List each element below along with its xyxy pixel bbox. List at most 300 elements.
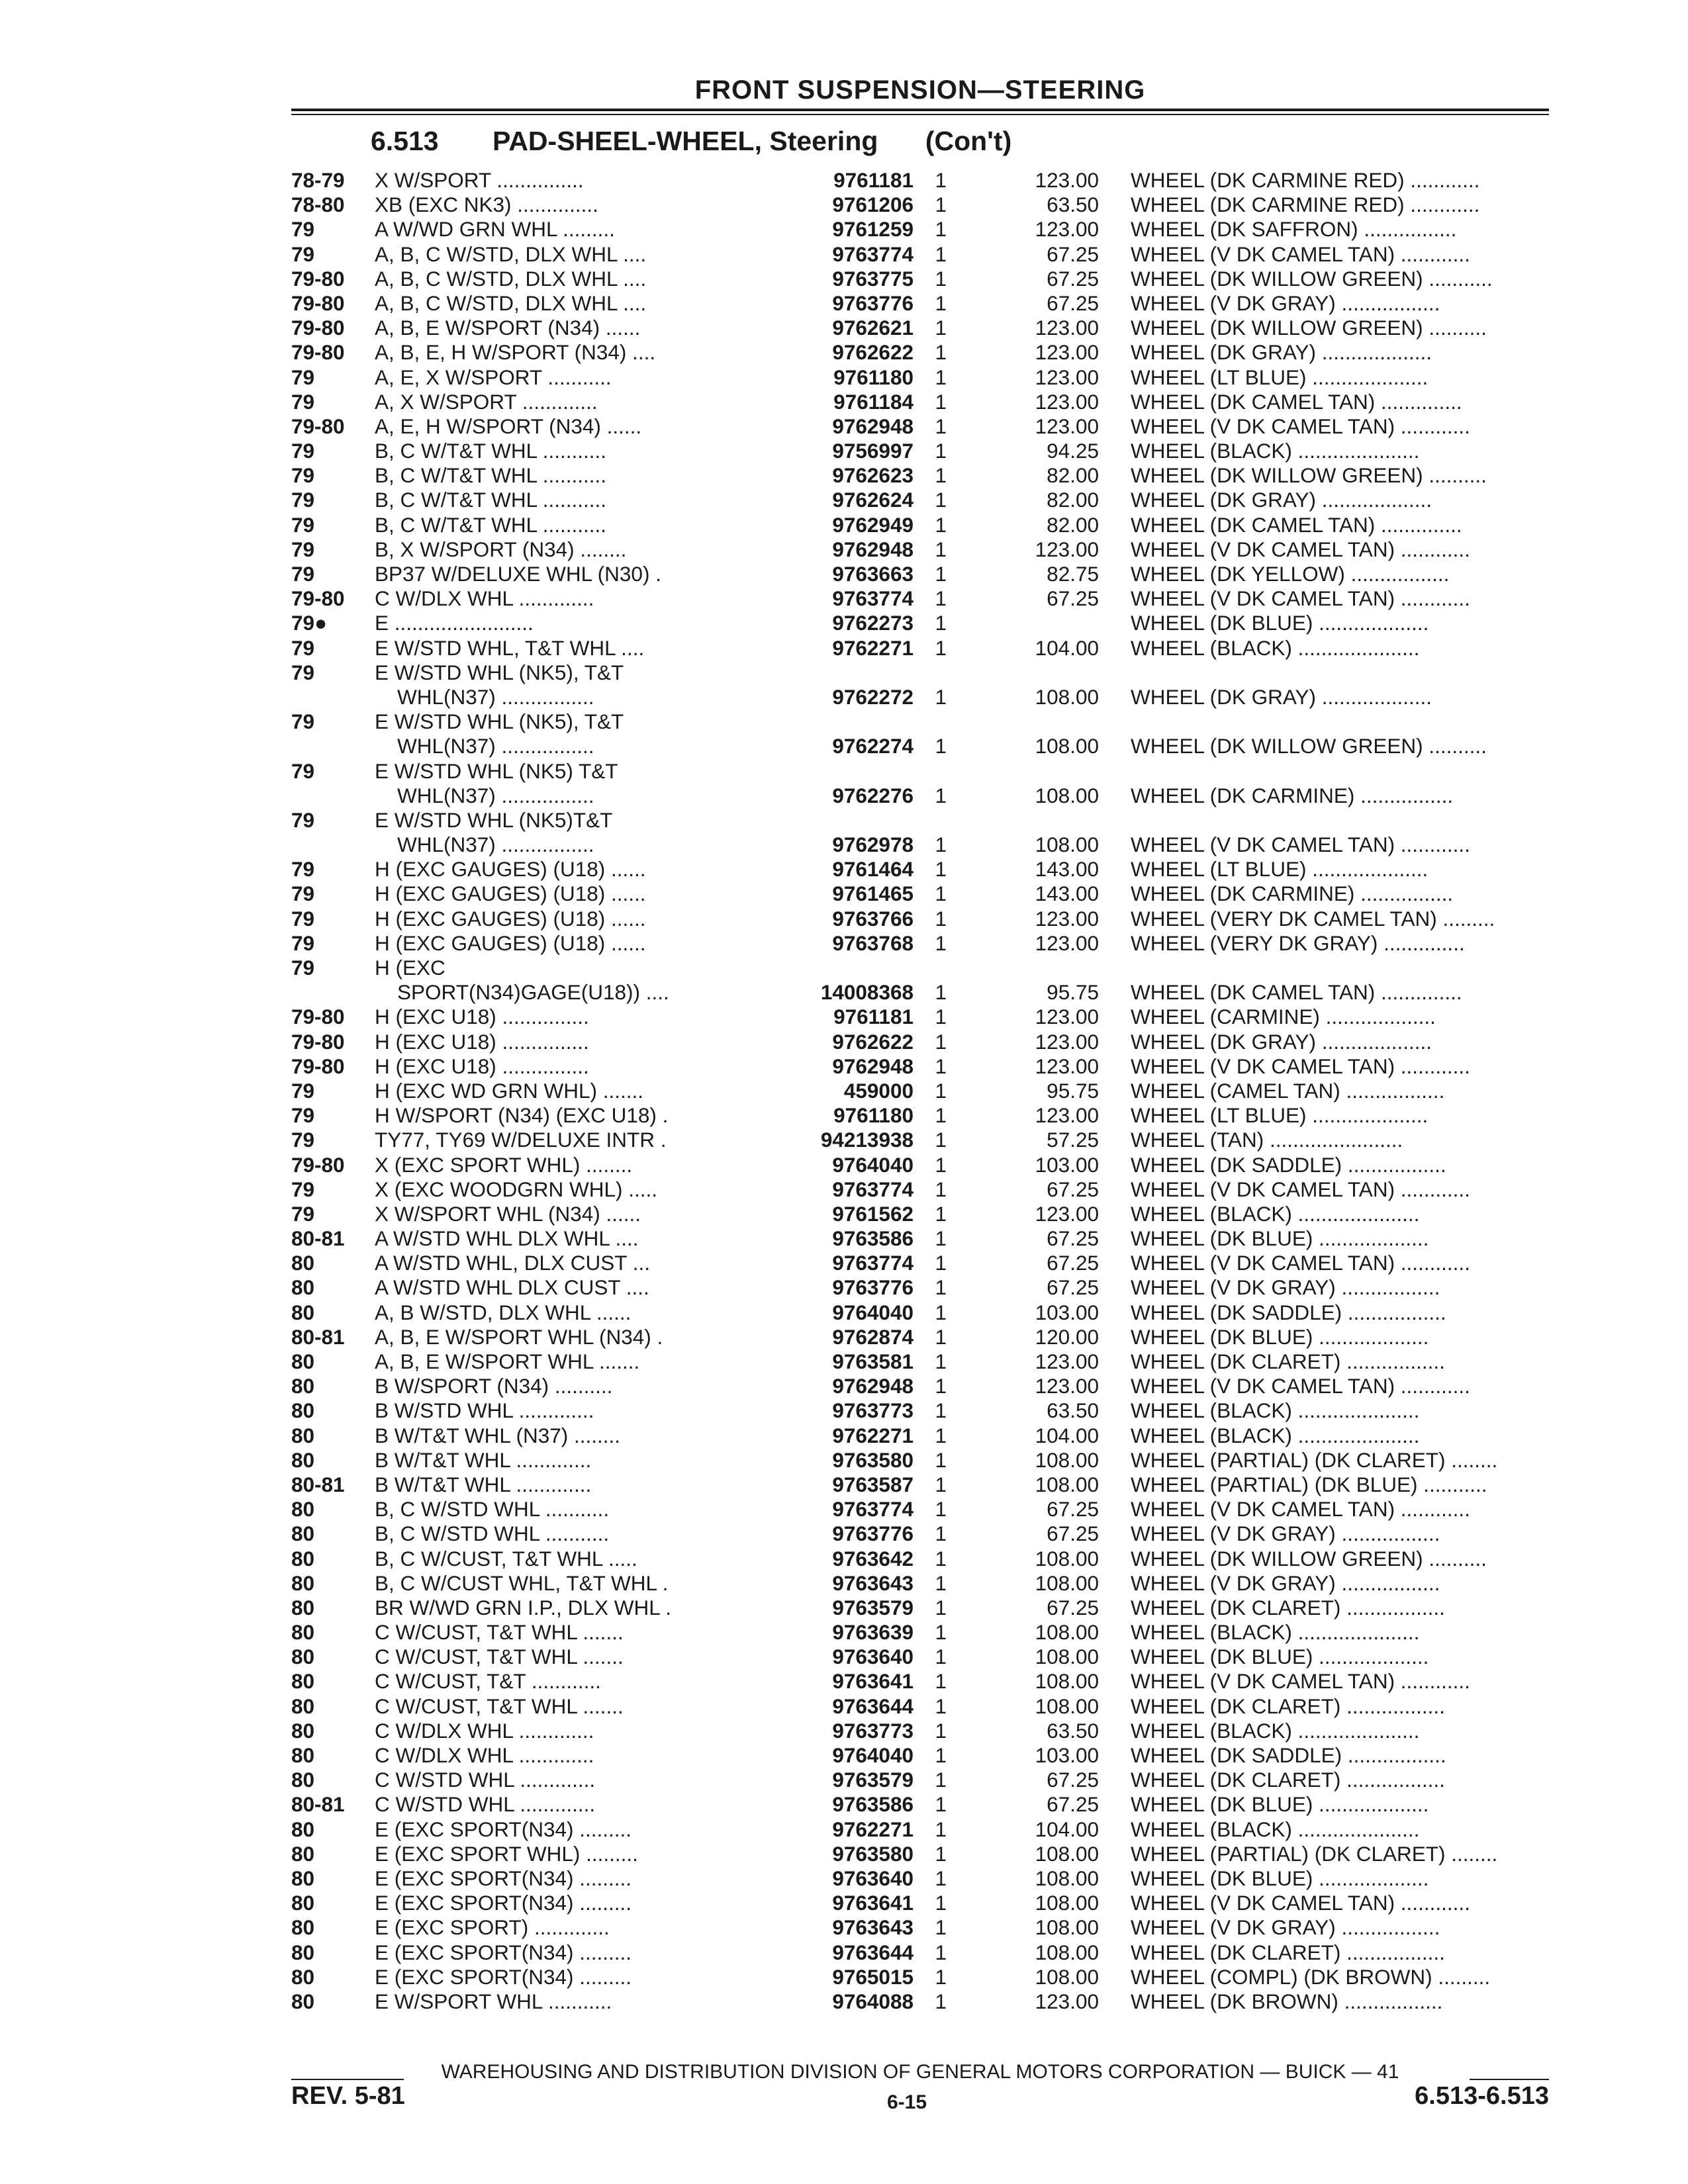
part-number: 9761465 xyxy=(832,882,914,906)
table-row xyxy=(291,1079,1549,1103)
model-description: H (EXC WD GRN WHL) ....... xyxy=(375,1078,643,1103)
quantity: 1 xyxy=(935,217,947,242)
part-description: WHEEL (DK GRAY) ................... xyxy=(1131,684,1432,709)
quantity: 1 xyxy=(935,1915,947,1940)
table-row xyxy=(291,1202,1549,1226)
quantity: 1 xyxy=(935,1866,947,1890)
price: 123.00 xyxy=(1035,1054,1099,1078)
part-number: 9762948 xyxy=(832,1374,914,1398)
price: 57.25 xyxy=(1047,1128,1099,1152)
price: 108.00 xyxy=(1035,1669,1099,1694)
part-number: 9762274 xyxy=(832,734,914,758)
part-number: 9761562 xyxy=(832,1201,914,1226)
table-row xyxy=(291,1817,1549,1842)
part-number: 9762948 xyxy=(832,1054,914,1078)
part-number: 9763644 xyxy=(832,1940,914,1964)
price: 104.00 xyxy=(1035,635,1099,660)
table-row xyxy=(291,488,1549,512)
part-number: 9762978 xyxy=(832,833,914,857)
model-description: BR W/WD GRN I.P., DLX WHL . xyxy=(375,1595,672,1619)
price: 63.50 xyxy=(1047,1718,1099,1743)
footer-division-line xyxy=(291,2061,1549,2087)
table-row xyxy=(291,242,1549,267)
table-row xyxy=(291,463,1549,488)
model-description: WHL(N37) ................ xyxy=(397,783,594,807)
table-row xyxy=(291,1989,1549,2014)
model-description: H (EXC GAUGES) (U18) ...... xyxy=(375,931,646,955)
model-description: WHL(N37) ................ xyxy=(397,684,594,709)
model-year: 79-80 xyxy=(291,266,345,291)
quantity: 1 xyxy=(935,291,947,315)
model-description: H (EXC GAUGES) (U18) ...... xyxy=(375,906,646,931)
model-year: 80 xyxy=(291,1398,315,1423)
price: 82.00 xyxy=(1047,488,1099,512)
model-year: 79-80 xyxy=(291,1152,345,1177)
model-description: C W/CUST, T&T ............ xyxy=(375,1669,601,1694)
quantity: 1 xyxy=(935,365,947,389)
table-row xyxy=(291,1669,1549,1694)
model-description: B W/T&T WHL (N37) ........ xyxy=(375,1423,621,1447)
price: 108.00 xyxy=(1035,1964,1099,1989)
part-number: 9763643 xyxy=(832,1570,914,1595)
table-row xyxy=(291,1275,1549,1300)
model-year: 79 xyxy=(291,906,315,931)
table-row xyxy=(291,1398,1549,1423)
model-description: E ........................ xyxy=(375,611,534,635)
table-row xyxy=(291,956,1549,980)
model-year: 79 xyxy=(291,242,315,266)
table-row xyxy=(291,1719,1549,1743)
quantity: 1 xyxy=(935,833,947,857)
table-row xyxy=(291,1694,1549,1719)
model-description: B, C W/T&T WHL ........... xyxy=(375,512,607,537)
quantity: 1 xyxy=(935,684,947,709)
table-row xyxy=(291,1596,1549,1620)
table-row xyxy=(291,759,1549,784)
part-number: 9763641 xyxy=(832,1891,914,1915)
part-description: WHEEL (V DK CAMEL TAN) ............ xyxy=(1131,586,1470,611)
price: 123.00 xyxy=(1035,1349,1099,1373)
model-year: 79 xyxy=(291,660,315,684)
section-continued: (Con't) xyxy=(925,126,1012,156)
table-row xyxy=(291,931,1549,956)
price: 123.00 xyxy=(1035,168,1099,192)
part-description: WHEEL (DK CAMEL TAN) .............. xyxy=(1131,512,1462,537)
table-row xyxy=(291,980,1549,1005)
model-year: 80 xyxy=(291,1989,315,2013)
price: 67.25 xyxy=(1047,1251,1099,1275)
table-row xyxy=(291,562,1549,586)
part-number: 9763642 xyxy=(832,1546,914,1570)
quantity: 1 xyxy=(935,1103,947,1128)
model-description: TY77, TY69 W/DELUXE INTR . xyxy=(375,1128,667,1152)
price: 94.25 xyxy=(1047,439,1099,463)
model-year: 80 xyxy=(291,1669,315,1694)
part-number: 9763774 xyxy=(832,1177,914,1201)
part-description: WHEEL (BLACK) ..................... xyxy=(1131,1201,1420,1226)
model-description: B, X W/SPORT (N34) ........ xyxy=(375,537,627,561)
table-row xyxy=(291,1891,1549,1915)
part-number: 9762949 xyxy=(832,512,914,537)
model-description: X (EXC SPORT WHL) ........ xyxy=(375,1152,633,1177)
part-number: 9762271 xyxy=(832,635,914,660)
model-year: 79 xyxy=(291,217,315,242)
model-description: X (EXC WOODGRN WHL) ..... xyxy=(375,1177,658,1201)
part-description: WHEEL (V DK GRAY) ................. xyxy=(1131,1915,1440,1940)
model-year: 79 xyxy=(291,882,315,906)
price: 104.00 xyxy=(1035,1817,1099,1841)
quantity: 1 xyxy=(935,1964,947,1989)
model-year: 80 xyxy=(291,1595,315,1619)
price: 108.00 xyxy=(1035,1472,1099,1496)
model-year: 80 xyxy=(291,1768,315,1792)
part-description: WHEEL (BLACK) ..................... xyxy=(1131,635,1420,660)
price: 123.00 xyxy=(1035,906,1099,931)
part-description: WHEEL (DK BLUE) ................... xyxy=(1131,1866,1429,1890)
model-description: A W/STD WHL DLX WHL .... xyxy=(375,1226,639,1251)
table-row xyxy=(291,1030,1549,1054)
price: 104.00 xyxy=(1035,1423,1099,1447)
price: 108.00 xyxy=(1035,1841,1099,1866)
model-year: 79 xyxy=(291,1177,315,1201)
part-number: 9756997 xyxy=(832,439,914,463)
table-row xyxy=(291,1571,1549,1596)
price: 108.00 xyxy=(1035,1915,1099,1940)
parts-list xyxy=(291,168,1549,2014)
table-row xyxy=(291,1448,1549,1473)
part-number: 9763643 xyxy=(832,1915,914,1940)
table-row xyxy=(291,1054,1549,1079)
part-number: 9763776 xyxy=(832,1275,914,1300)
model-year: 80 xyxy=(291,1570,315,1595)
model-description: E (EXC SPORT) ............. xyxy=(375,1915,610,1940)
model-description: A, B, C W/STD, DLX WHL .... xyxy=(375,291,647,315)
model-year: 80 xyxy=(291,1620,315,1645)
model-description: E (EXC SPORT(N34) ......... xyxy=(375,1817,632,1841)
part-description: WHEEL (DK CARMINE RED) ............ xyxy=(1131,193,1480,217)
quantity: 1 xyxy=(935,1128,947,1152)
table-row xyxy=(291,1153,1549,1177)
quantity: 1 xyxy=(935,512,947,537)
quantity: 1 xyxy=(935,1669,947,1694)
quantity: 1 xyxy=(935,316,947,340)
model-year: 79 xyxy=(291,537,315,561)
model-description: H (EXC GAUGES) (U18) ...... xyxy=(375,882,646,906)
quantity: 1 xyxy=(935,439,947,463)
model-description: E W/STD WHL (NK5), T&T xyxy=(375,660,624,684)
model-description: X W/SPORT ............... xyxy=(375,168,584,192)
section-heading xyxy=(371,126,1011,163)
model-description: A, B, E W/SPORT WHL ....... xyxy=(375,1349,640,1373)
part-description: WHEEL (DK SADDLE) ................. xyxy=(1131,1152,1446,1177)
quantity: 1 xyxy=(935,168,947,192)
part-description: WHEEL (DK YELLOW) ................. xyxy=(1131,562,1450,586)
model-year: 79-80 xyxy=(291,1029,345,1054)
model-description: A, B W/STD, DLX WHL ...... xyxy=(375,1300,632,1324)
part-description: WHEEL (DK SADDLE) ................. xyxy=(1131,1300,1446,1324)
part-number: 9763663 xyxy=(832,562,914,586)
price: 108.00 xyxy=(1035,1546,1099,1570)
part-number: 9761180 xyxy=(833,365,914,389)
footer-section-range: 6.513-6.513 xyxy=(1415,2082,1549,2110)
part-number: 9763639 xyxy=(832,1620,914,1645)
model-description: C W/STD WHL ............. xyxy=(375,1768,596,1792)
quantity: 1 xyxy=(935,611,947,635)
table-row xyxy=(291,316,1549,340)
model-year: 80-81 xyxy=(291,1226,345,1251)
model-year: 79● xyxy=(291,611,328,635)
footer-page-number: 6-15 xyxy=(887,2091,927,2113)
part-number: 9763774 xyxy=(832,1251,914,1275)
price: 95.75 xyxy=(1047,1078,1099,1103)
model-description: A W/STD WHL DLX CUST .... xyxy=(375,1275,649,1300)
price: 123.00 xyxy=(1035,414,1099,438)
part-description: WHEEL (DK BLUE) ................... xyxy=(1131,1645,1429,1669)
part-number: 9762948 xyxy=(832,414,914,438)
model-description: B W/SPORT (N34) .......... xyxy=(375,1374,613,1398)
table-row xyxy=(291,1325,1549,1349)
model-description: SPORT(N34)GAGE(U18)) .... xyxy=(397,980,669,1005)
price: 123.00 xyxy=(1035,1103,1099,1128)
price: 123.00 xyxy=(1035,931,1099,955)
model-description: B, C W/STD WHL ........... xyxy=(375,1522,610,1546)
model-year: 78-80 xyxy=(291,193,345,217)
quantity: 1 xyxy=(935,1645,947,1669)
part-description: WHEEL (CARMINE) ................... xyxy=(1131,1005,1436,1029)
quantity: 1 xyxy=(935,1054,947,1078)
part-number: 9761180 xyxy=(833,1103,914,1128)
part-number: 9763775 xyxy=(832,266,914,291)
part-description: WHEEL (DK GRAY) ................... xyxy=(1131,1029,1432,1054)
price: 67.25 xyxy=(1047,1768,1099,1792)
table-row xyxy=(291,1547,1549,1571)
table-row xyxy=(291,1866,1549,1891)
model-year: 80 xyxy=(291,1349,315,1373)
model-description: E W/STD WHL (NK5), T&T xyxy=(375,709,624,734)
model-description: H W/SPORT (N34) (EXC U18) . xyxy=(375,1103,669,1128)
part-number: 9765015 xyxy=(832,1964,914,1989)
quantity: 1 xyxy=(935,1029,947,1054)
table-row xyxy=(291,808,1549,833)
part-number: 9763640 xyxy=(832,1645,914,1669)
part-description: WHEEL (DK CARMINE) ................ xyxy=(1131,882,1454,906)
model-year: 79 xyxy=(291,562,315,586)
price: 108.00 xyxy=(1035,1570,1099,1595)
part-description: WHEEL (VERY DK GRAY) .............. xyxy=(1131,931,1465,955)
part-number: 9761464 xyxy=(832,857,914,882)
price: 123.00 xyxy=(1035,1201,1099,1226)
price: 123.00 xyxy=(1035,1005,1099,1029)
part-number: 9763644 xyxy=(832,1694,914,1718)
price: 123.00 xyxy=(1035,537,1099,561)
model-year: 79 xyxy=(291,709,315,734)
model-description: E W/SPORT WHL ........... xyxy=(375,1989,612,2013)
part-description: WHEEL (V DK GRAY) ................. xyxy=(1131,1275,1440,1300)
price: 108.00 xyxy=(1035,1866,1099,1890)
price: 123.00 xyxy=(1035,340,1099,365)
part-description: WHEEL (V DK CAMEL TAN) ............ xyxy=(1131,1374,1470,1398)
model-year: 80 xyxy=(291,1964,315,1989)
quantity: 1 xyxy=(935,1398,947,1423)
quantity: 1 xyxy=(935,488,947,512)
part-number: 9763581 xyxy=(832,1349,914,1373)
part-description: WHEEL (LT BLUE) .................... xyxy=(1131,857,1429,882)
table-row xyxy=(291,1473,1549,1497)
price: 123.00 xyxy=(1035,316,1099,340)
quantity: 1 xyxy=(935,266,947,291)
quantity: 1 xyxy=(935,193,947,217)
price: 67.25 xyxy=(1047,242,1099,266)
part-number: 9764040 xyxy=(832,1300,914,1324)
part-description: WHEEL (DK CLARET) ................. xyxy=(1131,1349,1445,1373)
quantity: 1 xyxy=(935,414,947,438)
part-number: 9762874 xyxy=(832,1324,914,1349)
price: 63.50 xyxy=(1047,1398,1099,1423)
model-description: B W/T&T WHL ............. xyxy=(375,1447,592,1472)
table-row xyxy=(291,291,1549,316)
table-row xyxy=(291,1842,1549,1866)
model-description: B, C W/T&T WHL ........... xyxy=(375,439,607,463)
quantity: 1 xyxy=(935,1743,947,1767)
model-description: XB (EXC NK3) .............. xyxy=(375,193,598,217)
quantity: 1 xyxy=(935,1497,947,1522)
quantity: 1 xyxy=(935,1005,947,1029)
quantity: 1 xyxy=(935,1152,947,1177)
part-description: WHEEL (V DK GRAY) ................. xyxy=(1131,291,1440,315)
part-description: WHEEL (V DK CAMEL TAN) ............ xyxy=(1131,1891,1470,1915)
part-number: 9763587 xyxy=(832,1472,914,1496)
part-number: 9763774 xyxy=(832,586,914,611)
table-row xyxy=(291,882,1549,906)
part-number: 9762273 xyxy=(832,611,914,635)
model-description: C W/CUST, T&T WHL ....... xyxy=(375,1620,624,1645)
model-year: 79 xyxy=(291,389,315,414)
part-description: WHEEL (DK BROWN) ................. xyxy=(1131,1989,1443,2013)
model-description: E (EXC SPORT(N34) ......... xyxy=(375,1964,632,1989)
quantity: 1 xyxy=(935,1522,947,1546)
model-year: 80 xyxy=(291,1891,315,1915)
table-row xyxy=(291,1965,1549,1989)
quantity: 1 xyxy=(935,1275,947,1300)
part-number: 9762622 xyxy=(832,340,914,365)
table-row xyxy=(291,784,1549,808)
quantity: 1 xyxy=(935,1201,947,1226)
model-description: B, C W/CUST, T&T WHL ..... xyxy=(375,1546,637,1570)
table-row xyxy=(291,1005,1549,1029)
table-row xyxy=(291,414,1549,439)
model-year: 80 xyxy=(291,1275,315,1300)
quantity: 1 xyxy=(935,931,947,955)
price: 103.00 xyxy=(1035,1743,1099,1767)
part-description: WHEEL (DK CLARET) ................. xyxy=(1131,1768,1445,1792)
model-description: BP37 W/DELUXE WHL (N30) . xyxy=(375,562,661,586)
price: 103.00 xyxy=(1035,1152,1099,1177)
table-row xyxy=(291,907,1549,931)
model-year: 79 xyxy=(291,956,315,979)
price: 63.50 xyxy=(1047,193,1099,217)
price: 108.00 xyxy=(1035,1694,1099,1718)
quantity: 1 xyxy=(935,635,947,660)
part-description: WHEEL (BLACK) ..................... xyxy=(1131,1423,1420,1447)
quantity: 1 xyxy=(935,1694,947,1718)
model-year: 80 xyxy=(291,1546,315,1570)
table-row xyxy=(291,1128,1549,1152)
part-number: 14008368 xyxy=(820,980,914,1005)
part-description: WHEEL (DK WILLOW GREEN) .......... xyxy=(1131,463,1487,488)
quantity: 1 xyxy=(935,906,947,931)
part-description: WHEEL (V DK CAMEL TAN) ............ xyxy=(1131,414,1470,438)
table-row xyxy=(291,537,1549,562)
part-number: 9762622 xyxy=(832,1029,914,1054)
model-year: 79 xyxy=(291,439,315,463)
model-year: 79 xyxy=(291,758,315,783)
price: 108.00 xyxy=(1035,833,1099,857)
quantity: 1 xyxy=(935,882,947,906)
model-description: A, B, C W/STD, DLX WHL .... xyxy=(375,242,647,266)
table-row xyxy=(291,833,1549,857)
part-description: WHEEL (DK GRAY) ................... xyxy=(1131,488,1432,512)
price: 67.25 xyxy=(1047,586,1099,611)
part-number: 9763579 xyxy=(832,1595,914,1619)
table-row xyxy=(291,1768,1549,1792)
part-number: 9764040 xyxy=(832,1743,914,1767)
part-description: WHEEL (DK BLUE) ................... xyxy=(1131,1324,1429,1349)
quantity: 1 xyxy=(935,1891,947,1915)
table-row xyxy=(291,1522,1549,1546)
model-description: WHL(N37) ................ xyxy=(397,833,594,857)
part-number: 9762623 xyxy=(832,463,914,488)
quantity: 1 xyxy=(935,537,947,561)
model-description: C W/DLX WHL ............. xyxy=(375,1743,594,1767)
price: 82.75 xyxy=(1047,562,1099,586)
price: 67.25 xyxy=(1047,1226,1099,1251)
model-description: B, C W/CUST WHL, T&T WHL . xyxy=(375,1570,669,1595)
model-description: A W/WD GRN WHL ......... xyxy=(375,217,615,242)
table-row xyxy=(291,1424,1549,1448)
quantity: 1 xyxy=(935,1940,947,1964)
price: 67.25 xyxy=(1047,1275,1099,1300)
model-year: 79-80 xyxy=(291,586,345,611)
price: 95.75 xyxy=(1047,980,1099,1005)
footer-rule-left xyxy=(291,2079,404,2080)
part-description: WHEEL (VERY DK CAMEL TAN) ......... xyxy=(1131,906,1495,931)
model-year: 80-81 xyxy=(291,1792,345,1817)
part-number: 459000 xyxy=(843,1078,914,1103)
price: 67.25 xyxy=(1047,1177,1099,1201)
model-description: X W/SPORT WHL (N34) ...... xyxy=(375,1201,641,1226)
model-description: WHL(N37) ................ xyxy=(397,734,594,758)
header-rule-thin xyxy=(291,114,1549,115)
quantity: 1 xyxy=(935,1989,947,2013)
quantity: 1 xyxy=(935,1595,947,1619)
model-year: 80 xyxy=(291,1300,315,1324)
model-description: E W/STD WHL (NK5) T&T xyxy=(375,758,618,783)
part-number: 9763776 xyxy=(832,291,914,315)
price: 108.00 xyxy=(1035,1940,1099,1964)
part-description: WHEEL (DK CLARET) ................. xyxy=(1131,1940,1445,1964)
table-row xyxy=(291,1645,1549,1669)
model-description: H (EXC GAUGES) (U18) ...... xyxy=(375,857,646,882)
table-row xyxy=(291,1177,1549,1202)
part-number: 9763773 xyxy=(832,1718,914,1743)
part-description: WHEEL (V DK CAMEL TAN) ............ xyxy=(1131,833,1470,857)
part-number: 9762271 xyxy=(832,1817,914,1841)
model-year: 79-80 xyxy=(291,340,345,365)
table-row xyxy=(291,168,1549,193)
quantity: 1 xyxy=(935,1817,947,1841)
table-row xyxy=(291,1620,1549,1645)
table-row xyxy=(291,1940,1549,1965)
